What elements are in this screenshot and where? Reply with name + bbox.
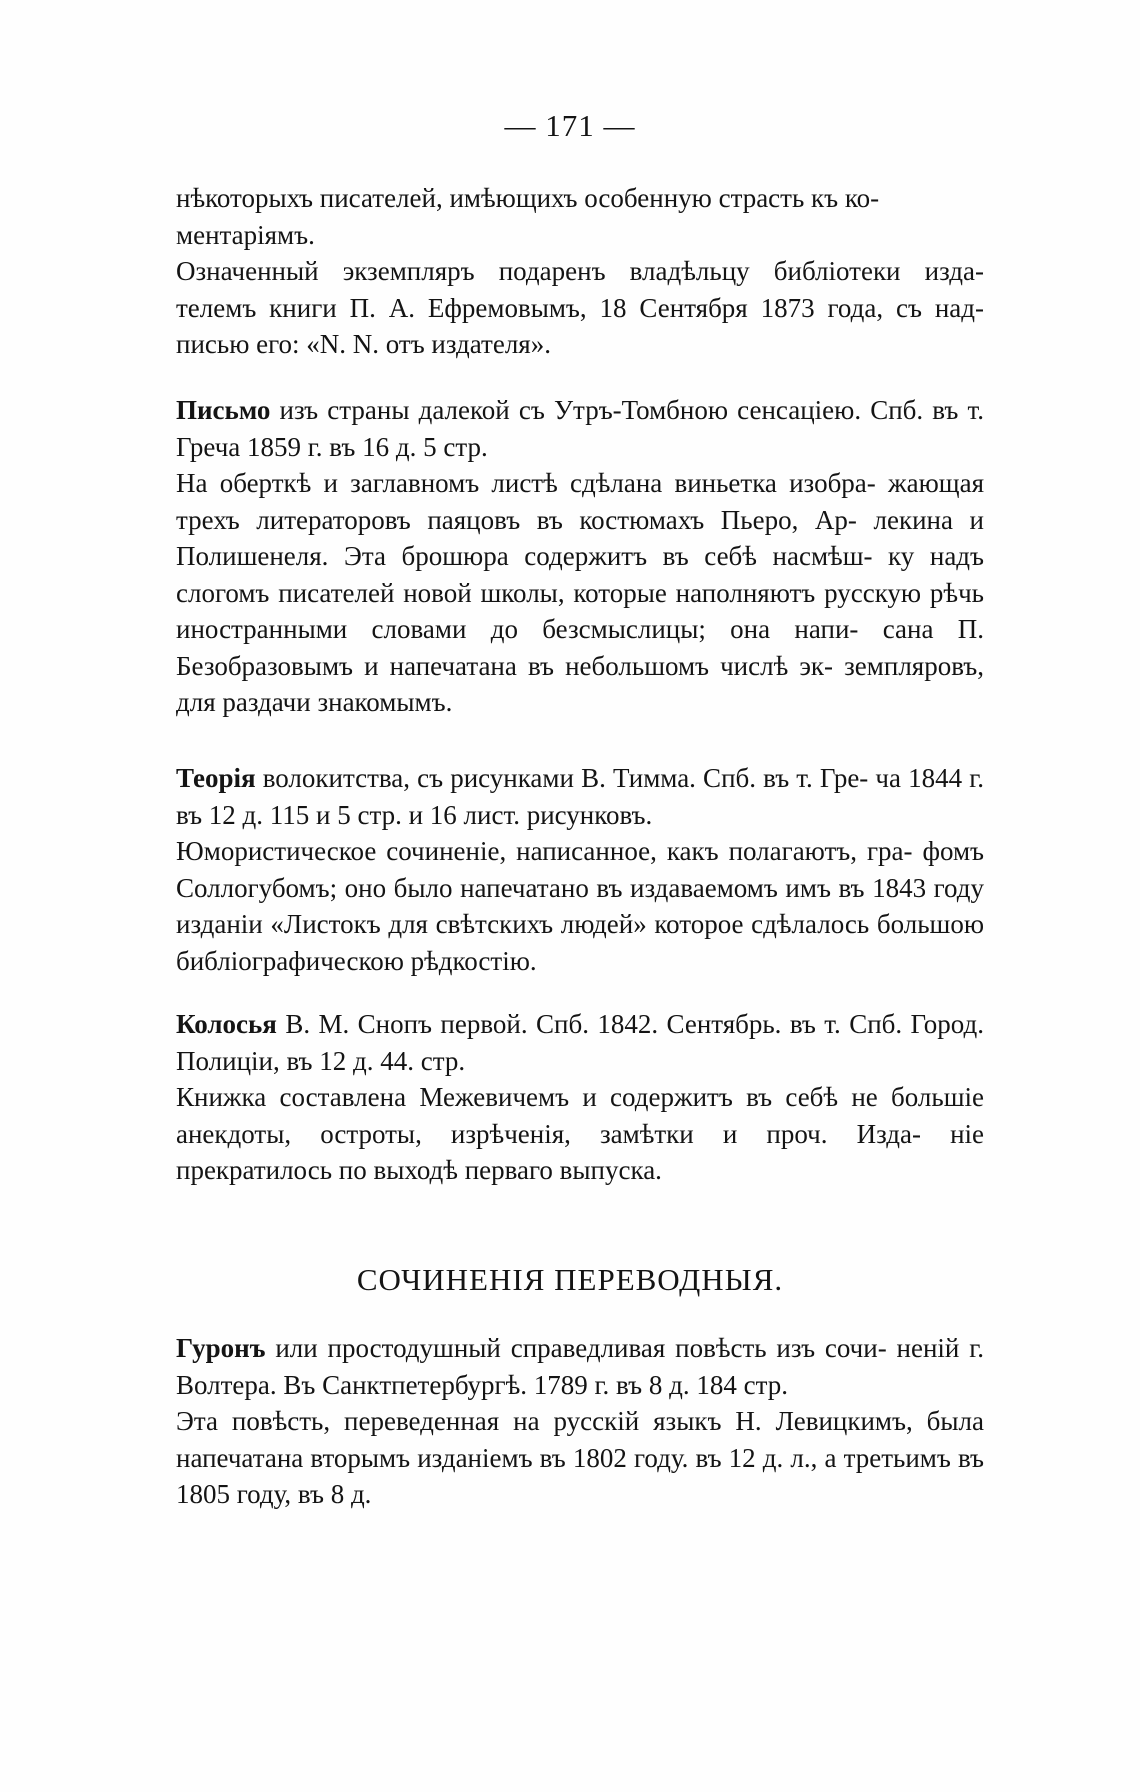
entry-annotation: Книжка составлена Межевичемъ и содержитъ въ себѣ не большіе анекдоты, остроты, изрѣченія, замѣтки и проч. Изда- ніе прекратилось по выходѣ перваго выпуска. [176,1082,984,1185]
continuation-line: ментаріямъ. [176,219,315,250]
entry-title: Теорія [176,763,256,793]
entry-pismo [176,392,984,721]
continuation-block [176,180,984,363]
entry-title: Гуронъ [176,1333,266,1363]
entry-annotation: Эта повѣсть, переведенная на русскій языкъ Н. Левицкимъ, была напечатана вторымъ изданіемъ въ 1802 году. въ 12 д. л., а третьимъ въ 1805 году, въ 8 д. [176,1406,984,1509]
section-heading: СОЧИНЕНІЯ ПЕРЕВОДНЫЯ. [356,1262,784,1297]
entry-title: Письмо [176,395,271,425]
continuation-line: нѣкоторыхъ писателей, имѣющихъ особенную страсть къ ко- [176,183,880,213]
entry-citation [176,1006,984,1079]
entry-guron [176,1330,984,1513]
entry-teoriya [176,760,984,979]
entry-citation-text: изъ страны далекой съ Утръ-Томбною сенсаціею. Спб. въ т. Греча 1859 г. въ 16 д. 5 стр. [176,395,985,462]
entry-citation [176,1330,984,1403]
entry-annotation: На оберткѣ и заглавномъ листѣ сдѣлана виньетка изобра- жающая трехъ литераторовъ паяцовъ въ костюмахъ Пьеро, Ар- лекина и Полишенеля. Эта брошюра содержитъ въ себѣ насмѣш- ку надъ слогомъ писателей новой школы, которые наполняютъ русскую рѣчь иностранными словами до безсмыслицы; она напи- сана П. Безобразовымъ и напечатана въ небольшомъ числѣ эк- земпляровъ, для раздачи знакомымъ. [176,468,984,717]
entry-kolosya [176,1006,984,1189]
entry-annotation: Юмористическое сочиненіе, написанное, какъ полагаютъ, гра- фомъ Соллогубомъ; оно было напечатано въ издаваемомъ имъ въ 1843 году изданіи «Листокъ для свѣтскихъ людей» которое сдѣлалось большою библіографическою рѣдкостію. [176,836,984,976]
entry-citation [176,760,984,833]
entry-citation [176,392,984,465]
entry-citation-text: или простодушный справедливая повѣсть изъ сочи- неній г. Волтера. Въ Санктпетербургѣ. 1789 г. въ 8 д. 184 стр. [176,1333,984,1400]
entry-title: Колосья [176,1009,277,1039]
entry-citation-text: В. М. Снопъ первой. Спб. 1842. Сентябрь. въ т. Спб. Город. Полиціи, въ 12 д. 44. стр. [176,1009,984,1076]
continuation-paragraph: Означенный экземпляръ подаренъ владѣльцу библіотеки изда- телемъ книги П. А. Ефремовымъ, 18 Сентября 1873 года, съ над- писью его: «N. N. отъ издателя». [176,256,984,359]
page-number: — 171 — [504,108,636,143]
entry-citation-text: волокитства, съ рисунками В. Тимма. Спб. въ т. Гре- ча 1844 г. въ 12 д. 115 и 5 стр. и 16 лист. рисунковъ. [176,763,985,830]
